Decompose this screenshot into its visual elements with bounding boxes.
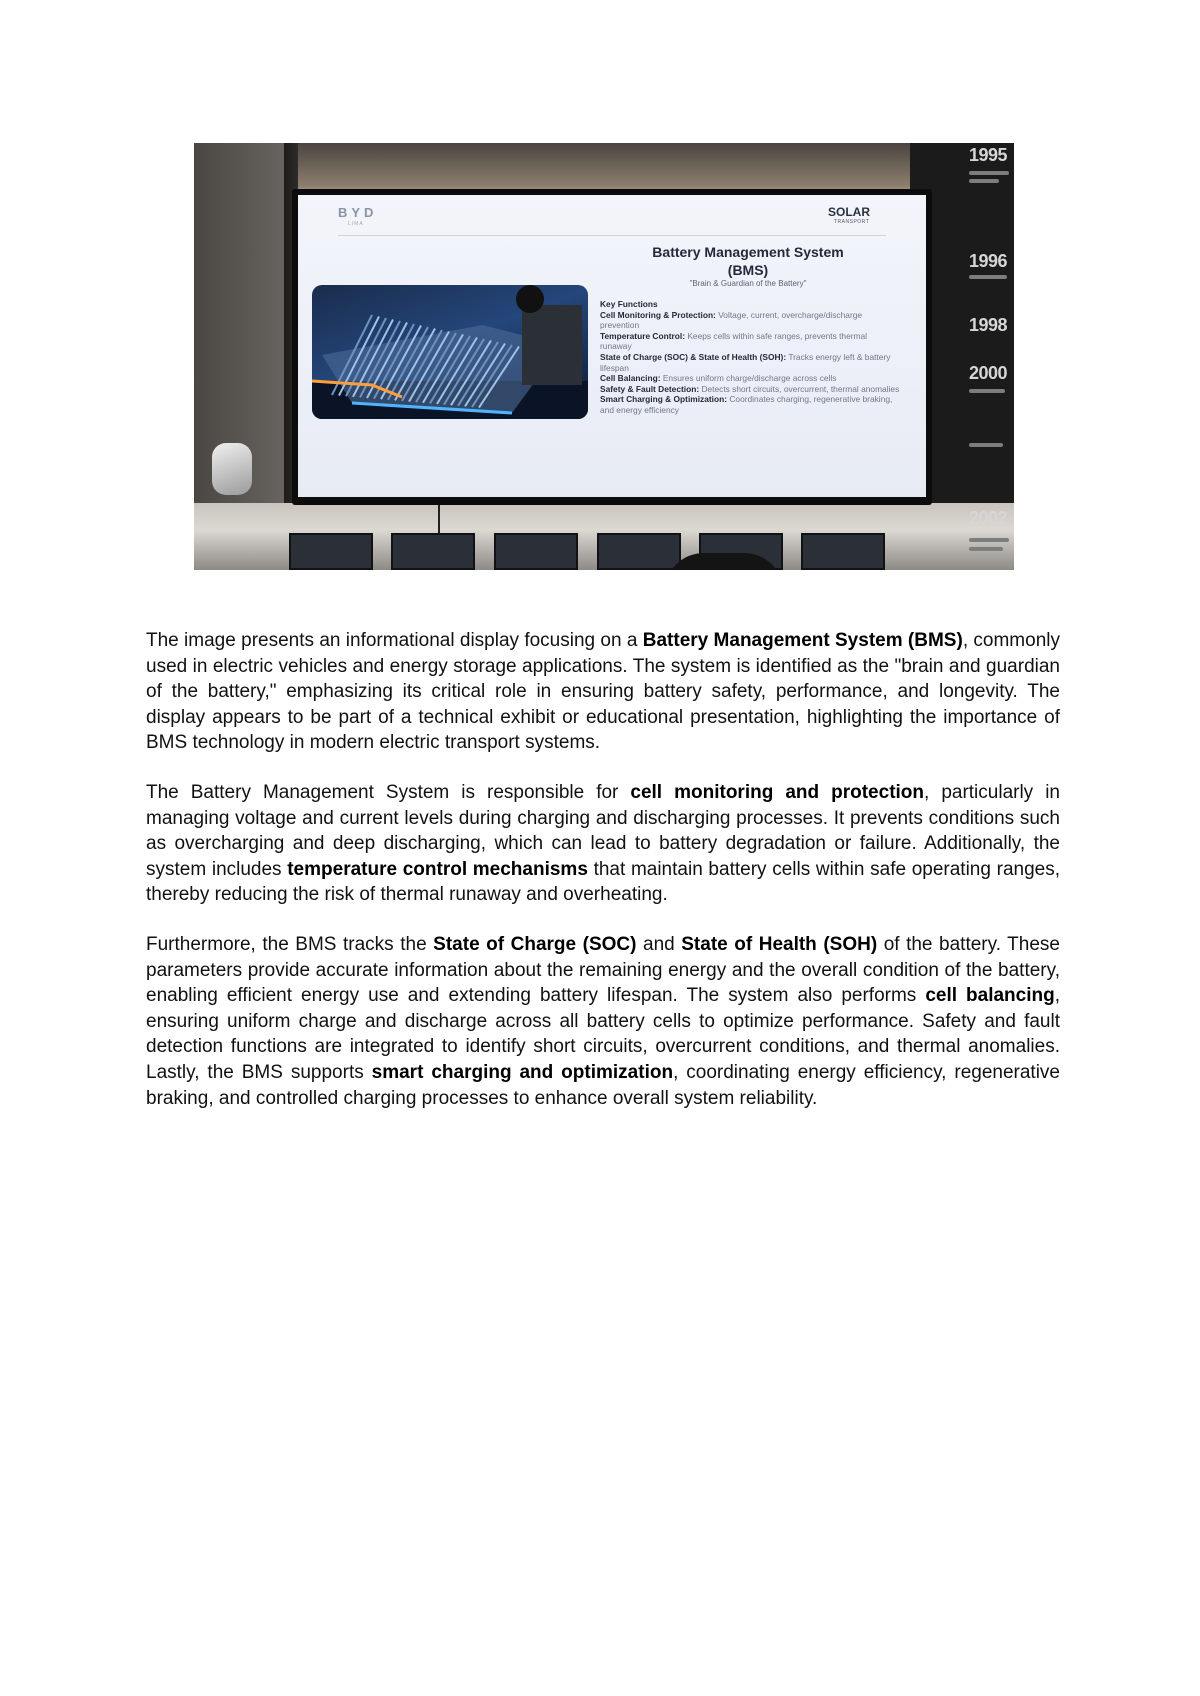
- timeline-year: 1996: [969, 251, 1008, 271]
- key-function-name: State of Charge (SOC) & State of Health (SOH):: [600, 351, 787, 362]
- slide-title-abbr: (BMS): [727, 262, 769, 278]
- tv-display: [292, 189, 932, 505]
- slide-title-line: Battery Management System: [652, 244, 844, 260]
- body-text: [146, 628, 1060, 1135]
- paragraph-3: [146, 932, 1060, 1111]
- key-function-item: [600, 331, 900, 352]
- slide-title: [598, 243, 898, 279]
- text-run: The image presents an informational display focusing on a: [146, 630, 643, 651]
- small-monitor: [289, 533, 373, 570]
- paragraph-2: [146, 780, 1060, 908]
- small-monitor: [494, 533, 578, 570]
- paragraph-1: [146, 628, 1060, 756]
- key-function-desc: Voltage, current, overcharge/discharge prevention: [600, 309, 863, 331]
- timeline-text: [969, 443, 1003, 447]
- text-run: that maintain battery cells within safe operating ranges, thereby reducing the risk of thermal runaway and overheating.: [146, 858, 1060, 906]
- small-monitor: [801, 533, 885, 570]
- wall-device: [212, 443, 252, 495]
- bold-term: State of Charge (SOC): [433, 933, 637, 955]
- small-monitors-row: [289, 533, 909, 570]
- small-monitor: [597, 533, 681, 570]
- text-run: Furthermore, the BMS tracks the: [146, 933, 434, 955]
- slide-divider: [338, 235, 886, 236]
- timeline-year: 1998: [969, 315, 1008, 335]
- key-function-name: Safety & Fault Detection:: [600, 383, 700, 394]
- timeline-year: 2000: [969, 363, 1008, 383]
- timeline-year: 1995: [969, 145, 1008, 165]
- battery-pack-image: [312, 285, 588, 419]
- byd-logo-subtext: LIMA: [348, 221, 364, 227]
- key-functions-list: [600, 299, 900, 416]
- key-function-desc: Tracks energy left & battery lifespan: [600, 351, 891, 373]
- timeline-text: [969, 171, 1009, 175]
- timeline-text: [969, 275, 1007, 279]
- text-run: The Battery Management System is responsible for: [146, 781, 631, 803]
- key-function-desc: Coordinates charging, regenerative braking, and energy efficiency: [600, 394, 893, 415]
- solar-transport-logo-subtext: TRANSPORT: [834, 219, 870, 225]
- text-run: , ensuring uniform charge and discharge across all battery cells to optimize performance. Safety and fault detection functions are integrated to identify short circuits, overcurrent conditions, and thermal anomalies. Lastly, the BMS supports: [146, 985, 1060, 1083]
- timeline-text: [969, 547, 1003, 551]
- solar-transport-logo: SOLAR: [828, 205, 870, 219]
- key-functions-heading: Key Functions: [600, 299, 658, 309]
- key-function-desc: Detects short circuits, overcurrent, thermal anomalies: [701, 383, 900, 394]
- small-monitor: [391, 533, 475, 570]
- timeline-text: [969, 538, 1009, 542]
- bold-term: smart charging and optimization: [371, 1061, 674, 1083]
- key-function-item: [600, 373, 900, 384]
- bold-term: cell balancing: [925, 985, 1055, 1007]
- text-run: , particularly in managing voltage and current levels during charging and discharging processes. It prevents conditions such as overcharging and deep discharging, which can lead to battery degradation or failure. Additionally, the system includes: [146, 781, 1060, 880]
- key-function-name: Temperature Control:: [600, 330, 685, 341]
- key-function-desc: Ensures uniform charge/discharge across cells: [662, 373, 837, 384]
- presentation-slide: [298, 195, 926, 497]
- key-function-item: [600, 394, 900, 415]
- key-function-item: [600, 310, 900, 331]
- key-function-name: Cell Monitoring & Protection:: [600, 309, 716, 320]
- bold-term: temperature control mechanisms: [287, 858, 588, 880]
- key-function-item: [600, 384, 900, 395]
- exhibit-photo: [194, 143, 1014, 570]
- battery-pack-illustration: [312, 285, 588, 419]
- timeline-text: [969, 389, 1005, 393]
- slide-subtitle: "Brain & Guardian of the Battery": [689, 279, 807, 288]
- key-function-desc: Keeps cells within safe ranges, prevents thermal runaway: [600, 330, 868, 352]
- text-run: , commonly used in electric vehicles and energy storage applications. The system is identified as the "brain and guardian of the battery," emphasizing its critical role in ensuring battery safety, performance, and longevity. The display appears to be part of a technical exhibit or educational presentation, highlighting the importance of BMS technology in modern electric transport systems.: [146, 630, 1060, 754]
- text-run: of the battery. These parameters provide accurate information about the remaining energy and the overall condition of the battery, enabling efficient energy use and extending battery lifespan. The system also performs: [146, 933, 1060, 1007]
- bold-term: Battery Management System (BMS): [642, 630, 963, 651]
- key-function-item: [600, 352, 900, 373]
- key-function-name: Smart Charging & Optimization:: [600, 394, 728, 405]
- bold-term: State of Health (SOH): [681, 933, 878, 955]
- text-run: and: [636, 933, 682, 955]
- timeline-text: [969, 179, 999, 183]
- timeline-year: 2002: [969, 508, 1008, 528]
- byd-logo: BYD: [338, 205, 378, 220]
- bold-term: cell monitoring and protection: [630, 781, 925, 803]
- text-run: , coordinating energy efficiency, regenerative braking, and controlled charging processes to enhance overall system reliability.: [146, 1061, 1060, 1109]
- key-function-name: Cell Balancing:: [600, 373, 661, 384]
